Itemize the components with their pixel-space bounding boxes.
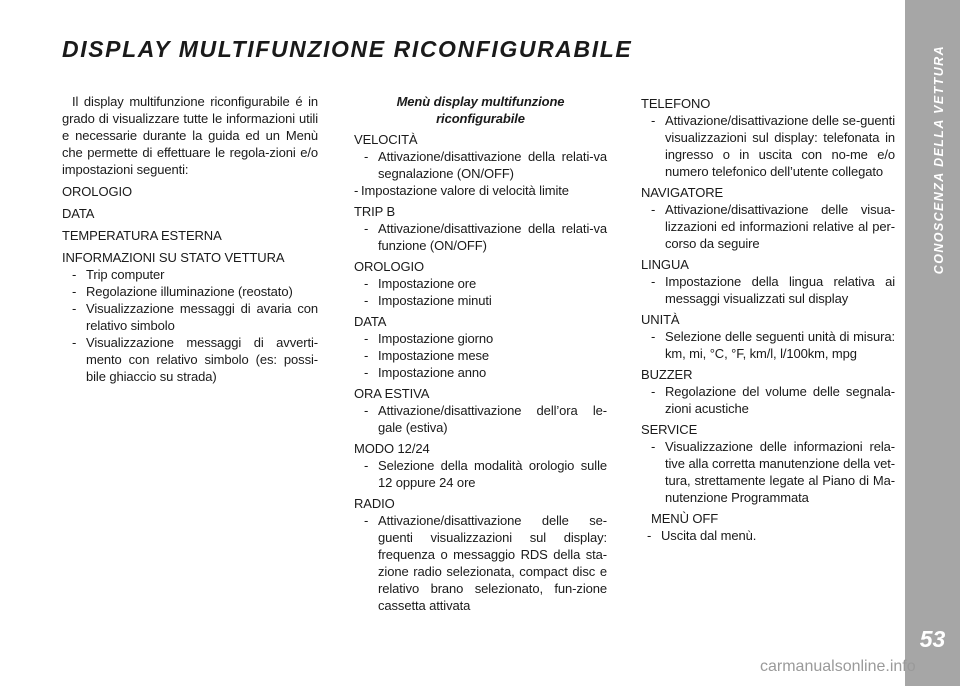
- menu-subtitle: Menù display multifunzione riconfigurabile: [396, 94, 565, 126]
- section-modo-12-24: [354, 440, 607, 491]
- section-temperatura: [62, 227, 318, 244]
- section-heading: NAVIGATORE: [641, 185, 724, 200]
- list-item: - Selezione della modalità orologio sulle 12 oppure 24 ore: [364, 458, 607, 490]
- list-item: - Regolazione illuminazione (reostato): [72, 284, 293, 299]
- section-menu-off: [641, 510, 895, 544]
- list-item: - Impostazione giorno: [364, 331, 494, 346]
- section-buzzer: [641, 366, 895, 417]
- list-item: - Attivazione/disattivazione delle se-guenti visualizzazioni sul display: telefonata in ingresso o in uscita con no-me e/o numero telefonico dell’utente collegato: [651, 113, 895, 179]
- section-heading: TELEFONO: [641, 96, 711, 111]
- section-heading: ORA ESTIVA: [354, 386, 430, 401]
- list-item: - Uscita dal menù.: [647, 528, 757, 543]
- section-heading: UNITÀ: [641, 312, 680, 327]
- section-lingua: [641, 256, 895, 307]
- list-item: - Attivazione/disattivazione delle visua-lizzazioni ed informazioni relative al per-corso da seguire: [651, 202, 895, 251]
- section-radio: [354, 495, 607, 614]
- section-telefono: [641, 95, 895, 180]
- list-item: - Attivazione/disattivazione della relati-va segnalazione (ON/OFF): [364, 149, 607, 181]
- section-ora-estiva: [354, 385, 607, 436]
- section-heading: BUZZER: [641, 367, 693, 382]
- list-item: - Attivazione/disattivazione dell’ora le-gale (estiva): [364, 403, 607, 435]
- list-item: - Visualizzazione messaggi di avverti-mento con relativo simbolo (es: possi-bile ghiaccio su strada): [72, 335, 318, 384]
- page-number: 53: [919, 626, 946, 652]
- section-heading: SERVICE: [641, 422, 698, 437]
- list-item: - Regolazione del volume delle segnala-zioni acustiche: [651, 384, 895, 416]
- list-item: - Impostazione valore di velocità limite: [354, 183, 569, 198]
- page-title: DISPLAY MULTIFUNZIONE RICONFIGURABILE: [62, 36, 633, 62]
- intro-paragraph: Il display multifunzione riconfigurabile é in grado di visualizzare tutte le informazioni utili e necessarie durante la guida ed un Menù che permette di effettuare le regola-zioni e/o impostazioni seguenti:: [62, 94, 318, 177]
- section-orologio: [62, 183, 318, 200]
- list-item: - Impostazione della lingua relativa ai messaggi visualizzati sul display: [651, 274, 895, 306]
- section-data: [62, 205, 318, 222]
- chapter-label: CONOSCENZA DELLA VETTURA: [932, 45, 946, 275]
- watermark: carmanualsonline.info: [760, 658, 916, 675]
- section-heading: TRIP B: [354, 204, 396, 219]
- section-heading: OROLOGIO: [62, 184, 132, 199]
- section-service: [641, 421, 895, 506]
- section-unita: [641, 311, 895, 362]
- list-item: - Impostazione anno: [364, 365, 487, 380]
- section-heading: VELOCITÀ: [354, 132, 418, 147]
- section-heading: DATA: [62, 206, 95, 221]
- list-item: - Impostazione minuti: [364, 293, 492, 308]
- list-item: - Trip computer: [72, 267, 165, 282]
- column-intro: [62, 93, 318, 385]
- section-velocita: [354, 131, 607, 199]
- section-trip-b: [354, 203, 607, 254]
- section-heading: MODO 12/24: [354, 441, 430, 456]
- section-heading: LINGUA: [641, 257, 689, 272]
- list-item: - Selezione delle seguenti unità di misura: km, mi, °C, °F, km/l, l/100km, mpg: [651, 329, 895, 361]
- section-navigatore: [641, 184, 895, 252]
- section-heading: DATA: [354, 314, 387, 329]
- list-item: - Impostazione mese: [364, 348, 490, 363]
- list-item: - Visualizzazione delle informazioni rela-tive alla corretta manutenzione della vet-tura, strettamente legate al Piano di Ma-nutenzione Programmata: [651, 439, 895, 505]
- section-informazioni: [62, 249, 318, 385]
- list-item: - Visualizzazione messaggi di avaria con relativo simbolo: [72, 301, 318, 333]
- section-heading: OROLOGIO: [354, 259, 424, 274]
- section-data: [354, 313, 607, 381]
- section-heading: INFORMAZIONI SU STATO VETTURA: [62, 250, 285, 265]
- section-heading: TEMPERATURA ESTERNA: [62, 228, 222, 243]
- column-menu: [354, 93, 607, 614]
- list-item: - Attivazione/disattivazione delle se-guenti visualizzazioni sul display: frequenza o messaggio RDS della sta-zione radio selezionata, compact disc e relativo brano selezionato, fun-zione cassetta attivata: [364, 513, 607, 613]
- list-item: - Attivazione/disattivazione della relati-va funzione (ON/OFF): [364, 221, 607, 253]
- list-item: - Impostazione ore: [364, 276, 477, 291]
- section-orologio: [354, 258, 607, 309]
- section-heading: RADIO: [354, 496, 395, 511]
- section-heading: MENÙ OFF: [651, 511, 719, 526]
- column-menu-continued: [641, 95, 895, 544]
